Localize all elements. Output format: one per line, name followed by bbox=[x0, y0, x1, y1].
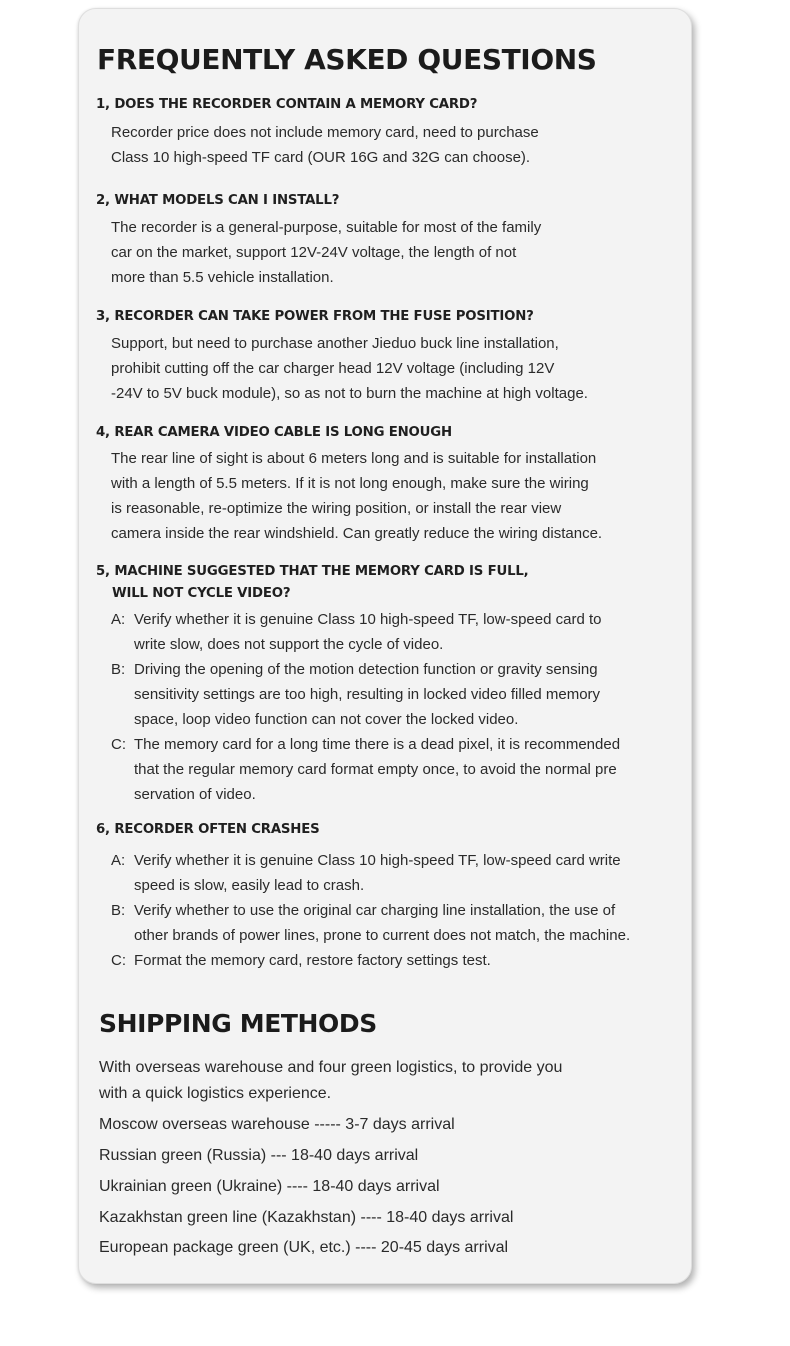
option-line: speed is slow, easily lead to crash. bbox=[134, 877, 365, 894]
option-key: C: bbox=[111, 952, 126, 969]
answer-line: -24V to 5V buck module), so as not to burn the machine at high voltage. bbox=[111, 385, 588, 402]
option-key: A: bbox=[111, 611, 126, 628]
option-key: B: bbox=[111, 661, 126, 678]
option-line: Verify whether to use the original car charging line installation, the use of bbox=[134, 902, 616, 919]
option-line: Driving the opening of the motion detection function or gravity sensing bbox=[134, 661, 598, 678]
faq-question-4: 4, REAR CAMERA VIDEO CABLE IS LONG ENOUGH bbox=[96, 425, 452, 440]
answer-line: prohibit cutting off the car charger head 12V voltage (including 12V bbox=[111, 360, 555, 377]
shipping-method-russia: Russian green (Russia) --- 18-40 days arrival bbox=[99, 1147, 419, 1164]
answer-line: Class 10 high-speed TF card (OUR 16G and 32G can choose). bbox=[111, 149, 531, 166]
option-key: A: bbox=[111, 852, 126, 869]
faq-answer-2 bbox=[111, 215, 541, 290]
shipping-method-kazakhstan: Kazakhstan green line (Kazakhstan) ---- 18-40 days arrival bbox=[99, 1209, 514, 1226]
answer-line: Recorder price does not include memory card, need to purchase bbox=[111, 124, 539, 141]
faq-question-6: 6, RECORDER OFTEN CRASHES bbox=[96, 822, 320, 837]
answer-line: camera inside the rear windshield. Can greatly reduce the wiring distance. bbox=[111, 525, 603, 542]
shipping-title: SHIPPING METHODS bbox=[99, 1009, 377, 1038]
option-line: servation of video. bbox=[134, 786, 256, 803]
answer-line: more than 5.5 vehicle installation. bbox=[111, 269, 334, 286]
faq-title: FREQUENTLY ASKED QUESTIONS bbox=[97, 43, 597, 76]
faq-question-5: 5, MACHINE SUGGESTED THAT THE MEMORY CARD IS FULL, bbox=[96, 564, 529, 579]
faq-question-5-continued: WILL NOT CYCLE VIDEO? bbox=[112, 586, 291, 601]
answer-line: with a length of 5.5 meters. If it is not long enough, make sure the wiring bbox=[111, 475, 589, 492]
option-line: that the regular memory card format empty once, to avoid the normal pre bbox=[134, 761, 617, 778]
option-line: The memory card for a long time there is a dead pixel, it is recommended bbox=[134, 736, 621, 753]
faq-question-3: 3, RECORDER CAN TAKE POWER FROM THE FUSE POSITION? bbox=[96, 309, 534, 324]
faq-question-1: 1, DOES THE RECORDER CONTAIN A MEMORY CARD? bbox=[96, 97, 478, 112]
shipping-method-ukraine: Ukrainian green (Ukraine) ---- 18-40 days arrival bbox=[99, 1178, 440, 1195]
option-line: space, loop video function can not cover the locked video. bbox=[134, 711, 519, 728]
option-line: other brands of power lines, prone to current does not match, the machine. bbox=[134, 927, 631, 944]
answer-line: car on the market, support 12V-24V voltage, the length of not bbox=[111, 244, 517, 261]
shipping-intro bbox=[99, 1055, 562, 1107]
option-line: Verify whether it is genuine Class 10 high-speed TF, low-speed card to bbox=[134, 611, 602, 628]
option-line: sensitivity settings are too high, resulting in locked video filled memory bbox=[134, 686, 601, 703]
answer-line: Support, but need to purchase another Jieduo buck line installation, bbox=[111, 335, 559, 352]
faq-question-2: 2, WHAT MODELS CAN I INSTALL? bbox=[96, 193, 340, 208]
faq-answer-4 bbox=[111, 446, 602, 546]
option-line: Format the memory card, restore factory settings test. bbox=[134, 952, 491, 969]
option-key: B: bbox=[111, 902, 126, 919]
shipping-method-moscow: Moscow overseas warehouse ----- 3-7 days arrival bbox=[99, 1116, 455, 1133]
shipping-method-europe: European package green (UK, etc.) ---- 20-45 days arrival bbox=[99, 1239, 509, 1256]
option-key: C: bbox=[111, 736, 126, 753]
faq-answer-1 bbox=[111, 120, 539, 170]
option-line: write slow, does not support the cycle of video. bbox=[134, 636, 444, 653]
faq-answer-3 bbox=[111, 331, 588, 406]
shipping-intro-line: With overseas warehouse and four green logistics, to provide you bbox=[99, 1059, 563, 1076]
faq-card bbox=[78, 8, 692, 1284]
answer-line: The recorder is a general-purpose, suitable for most of the family bbox=[111, 219, 542, 236]
option-line: Verify whether it is genuine Class 10 high-speed TF, low-speed card write bbox=[134, 852, 621, 869]
answer-line: The rear line of sight is about 6 meters long and is suitable for installation bbox=[111, 450, 597, 467]
shipping-intro-line: with a quick logistics experience. bbox=[99, 1085, 332, 1102]
answer-line: is reasonable, re-optimize the wiring position, or install the rear view bbox=[111, 500, 562, 517]
